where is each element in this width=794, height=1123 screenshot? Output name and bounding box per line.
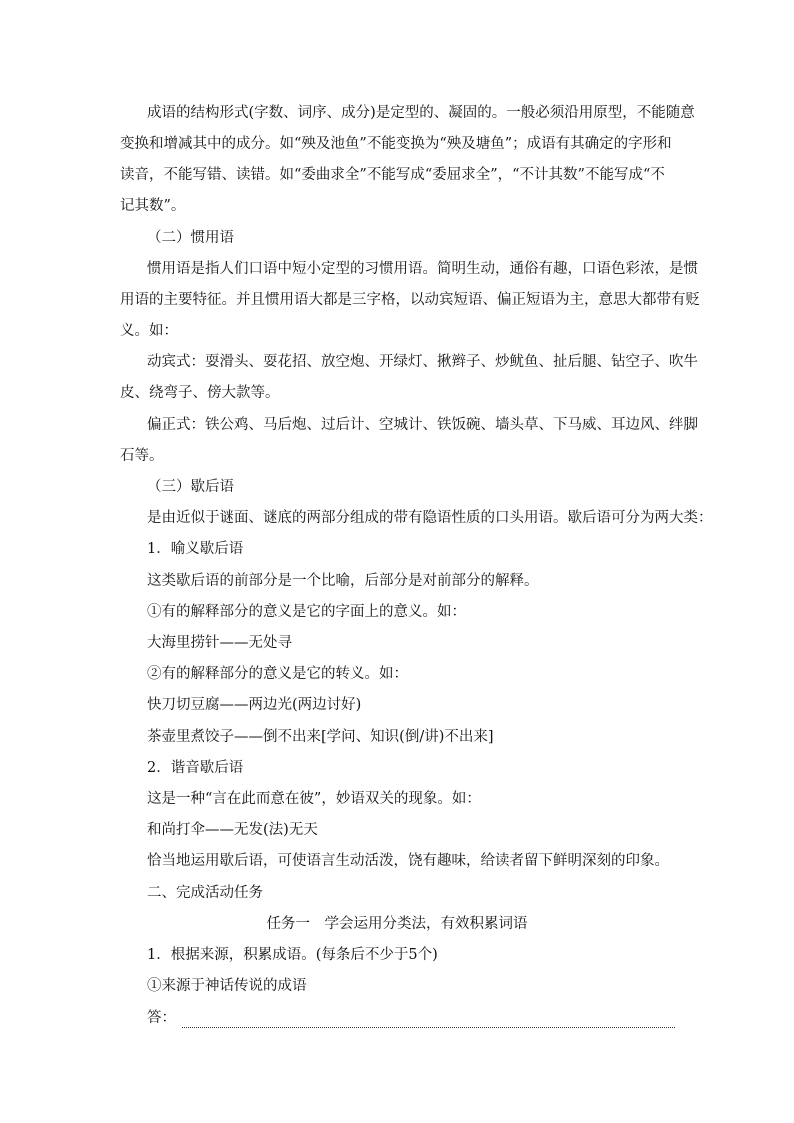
paragraph-line: 这是一种“言在此而意在彼”，妙语双关的现象。如： [147, 791, 481, 807]
example-line: 大海里捞针——无处寻 [147, 635, 292, 651]
question-subitem: ①来源于神话传说的成语 [147, 978, 307, 994]
example-line: 快刀切豆腐——两边光(两边讨好) [147, 697, 362, 713]
paragraph-line: 偏正式：铁公鸡、马后炮、过后计、空城计、铁饭碗、墙头草、下马威、耳边风、绊脚 [147, 417, 698, 433]
paragraph-line: 读音，不能写错、读错。如“委曲求全”不能写成“委屈求全”，“不计其数”不能写成“不 [120, 167, 665, 183]
paragraph-line: 记其数”。 [120, 198, 186, 214]
paragraph-line: 恰当地运用歇后语，可使语言生动活泼，饶有趣味，给读者留下鲜明深刻的印象。 [147, 853, 669, 869]
answer-label: 答： [147, 1010, 176, 1026]
paragraph-line: 惯用语是指人们口语中短小定型的习惯用语。简明生动，通俗有趣，口语色彩浓，是惯 [147, 261, 698, 277]
section-heading-tasks: 二、完成活动任务 [147, 885, 263, 901]
example-line: 茶壶里煮饺子——倒不出来[学问、知识(倒/讲)不出来] [147, 729, 494, 745]
section-heading-idioms: （二）惯用语 [147, 230, 234, 246]
example-line: 和尚打伞——无发(法)无天 [147, 822, 318, 838]
paragraph-line: 动宾式：耍滑头、耍花招、放空炮、开绿灯、揪辫子、炒鱿鱼、扯后腿、钻空子、吹牛 [147, 354, 698, 370]
paragraph-line: ①有的解释部分的意义是它的字面上的意义。如： [147, 604, 466, 620]
answer-blank-line[interactable] [182, 1013, 675, 1028]
question-line: 1．根据来源，积累成语。(每条后不少于5个) [147, 947, 438, 963]
paragraph-line: 这类歇后语的前部分是一个比喻，后部分是对前部分的解释。 [147, 573, 539, 589]
paragraph-line: 是由近似于谜面、谜底的两部分组成的带有隐语性质的口头用语。歇后语可分为两大类： [147, 510, 713, 526]
paragraph-line: 成语的结构形式(字数、词序、成分)是定型的、凝固的。一般必须沿用原型，不能随意 [147, 105, 695, 121]
paragraph-line: 皮、绕弯子、傍大款等。 [120, 385, 280, 401]
paragraph-line: 用语的主要特征。并且惯用语大都是三字格，以动宾短语、偏正短语为主，意思大都带有贬 [120, 292, 700, 308]
paragraph-line: 石等。 [120, 448, 164, 464]
subheading-line: 2．谐音歇后语 [147, 760, 244, 776]
paragraph-line: 变换和增减其中的成分。如“殃及池鱼”不能变换为“殃及塘鱼”；成语有其确定的字形和 [120, 136, 672, 152]
section-heading-xiehouyu: （三）歇后语 [147, 479, 234, 495]
subheading-line: 1．喻义歇后语 [147, 541, 244, 557]
answer-field[interactable] [147, 1008, 675, 1028]
paragraph-line: ②有的解释部分的意义是它的转义。如： [147, 666, 408, 682]
paragraph-line: 义。如： [120, 323, 178, 339]
task-title: 任务一 学会运用分类法，有效积累词语 [266, 916, 528, 932]
